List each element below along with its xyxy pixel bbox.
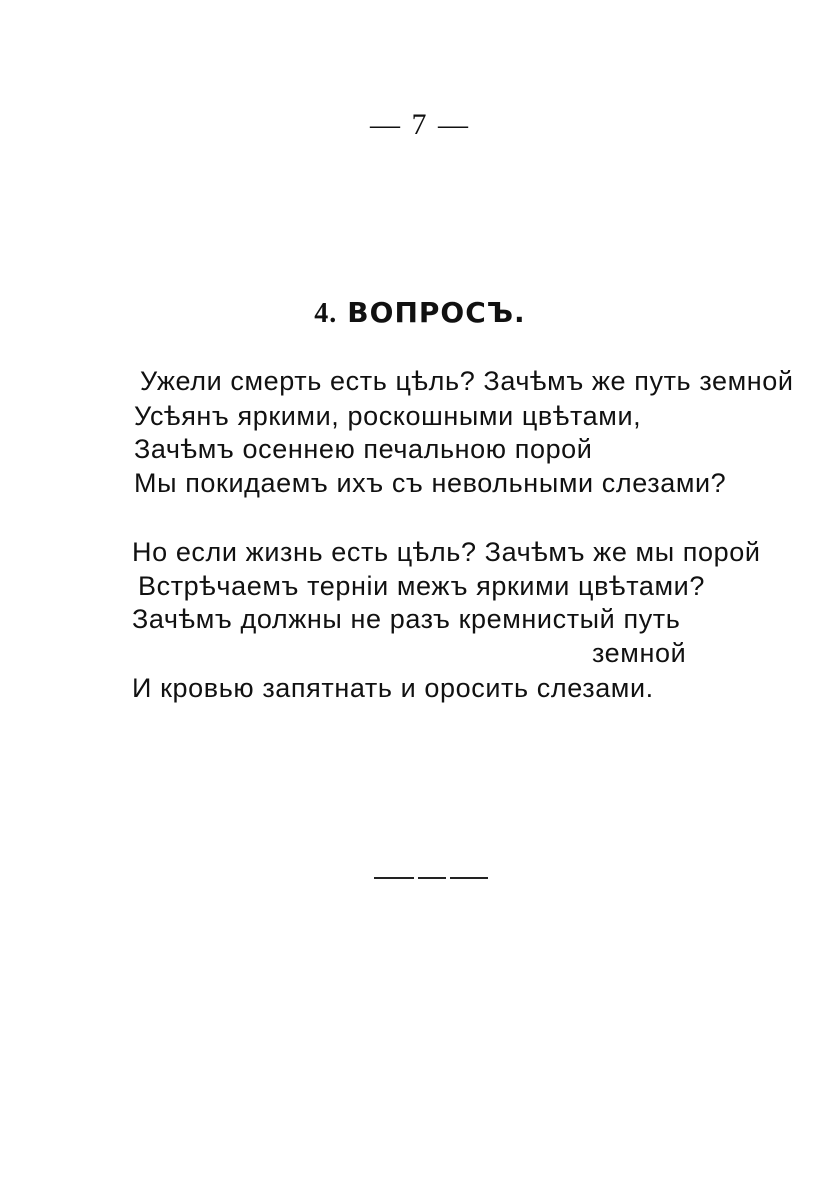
poem-line: Зачѣмъ осеннею печальною порой	[134, 434, 593, 464]
poem-line: Но если жизнь есть цѣль? Зачѣмъ же мы порой	[132, 537, 761, 567]
poem-number: 4.	[314, 298, 338, 329]
poem-line: Ужели смерть есть цѣль? Зачѣмъ же путь земной	[140, 366, 794, 396]
section-divider	[374, 877, 488, 879]
poem-line: Усѣянъ яркими, роскошными цвѣтами,	[134, 401, 642, 431]
poem-title	[0, 296, 840, 330]
poem-title-text: ВОПРОСЪ.	[347, 296, 526, 329]
page-number: — 7 —	[370, 108, 470, 141]
poem-line-continuation: земной	[592, 638, 687, 668]
poem-line: Мы покидаемъ ихъ съ невольными слезами?	[134, 468, 727, 498]
poem-line: И кровью запятнать и оросить слезами.	[132, 673, 654, 703]
poem-line: Встрѣчаемъ терніи межъ яркими цвѣтами?	[138, 571, 705, 601]
poem-line: Зачѣмъ должны не разъ кремнистый путь	[132, 604, 681, 634]
